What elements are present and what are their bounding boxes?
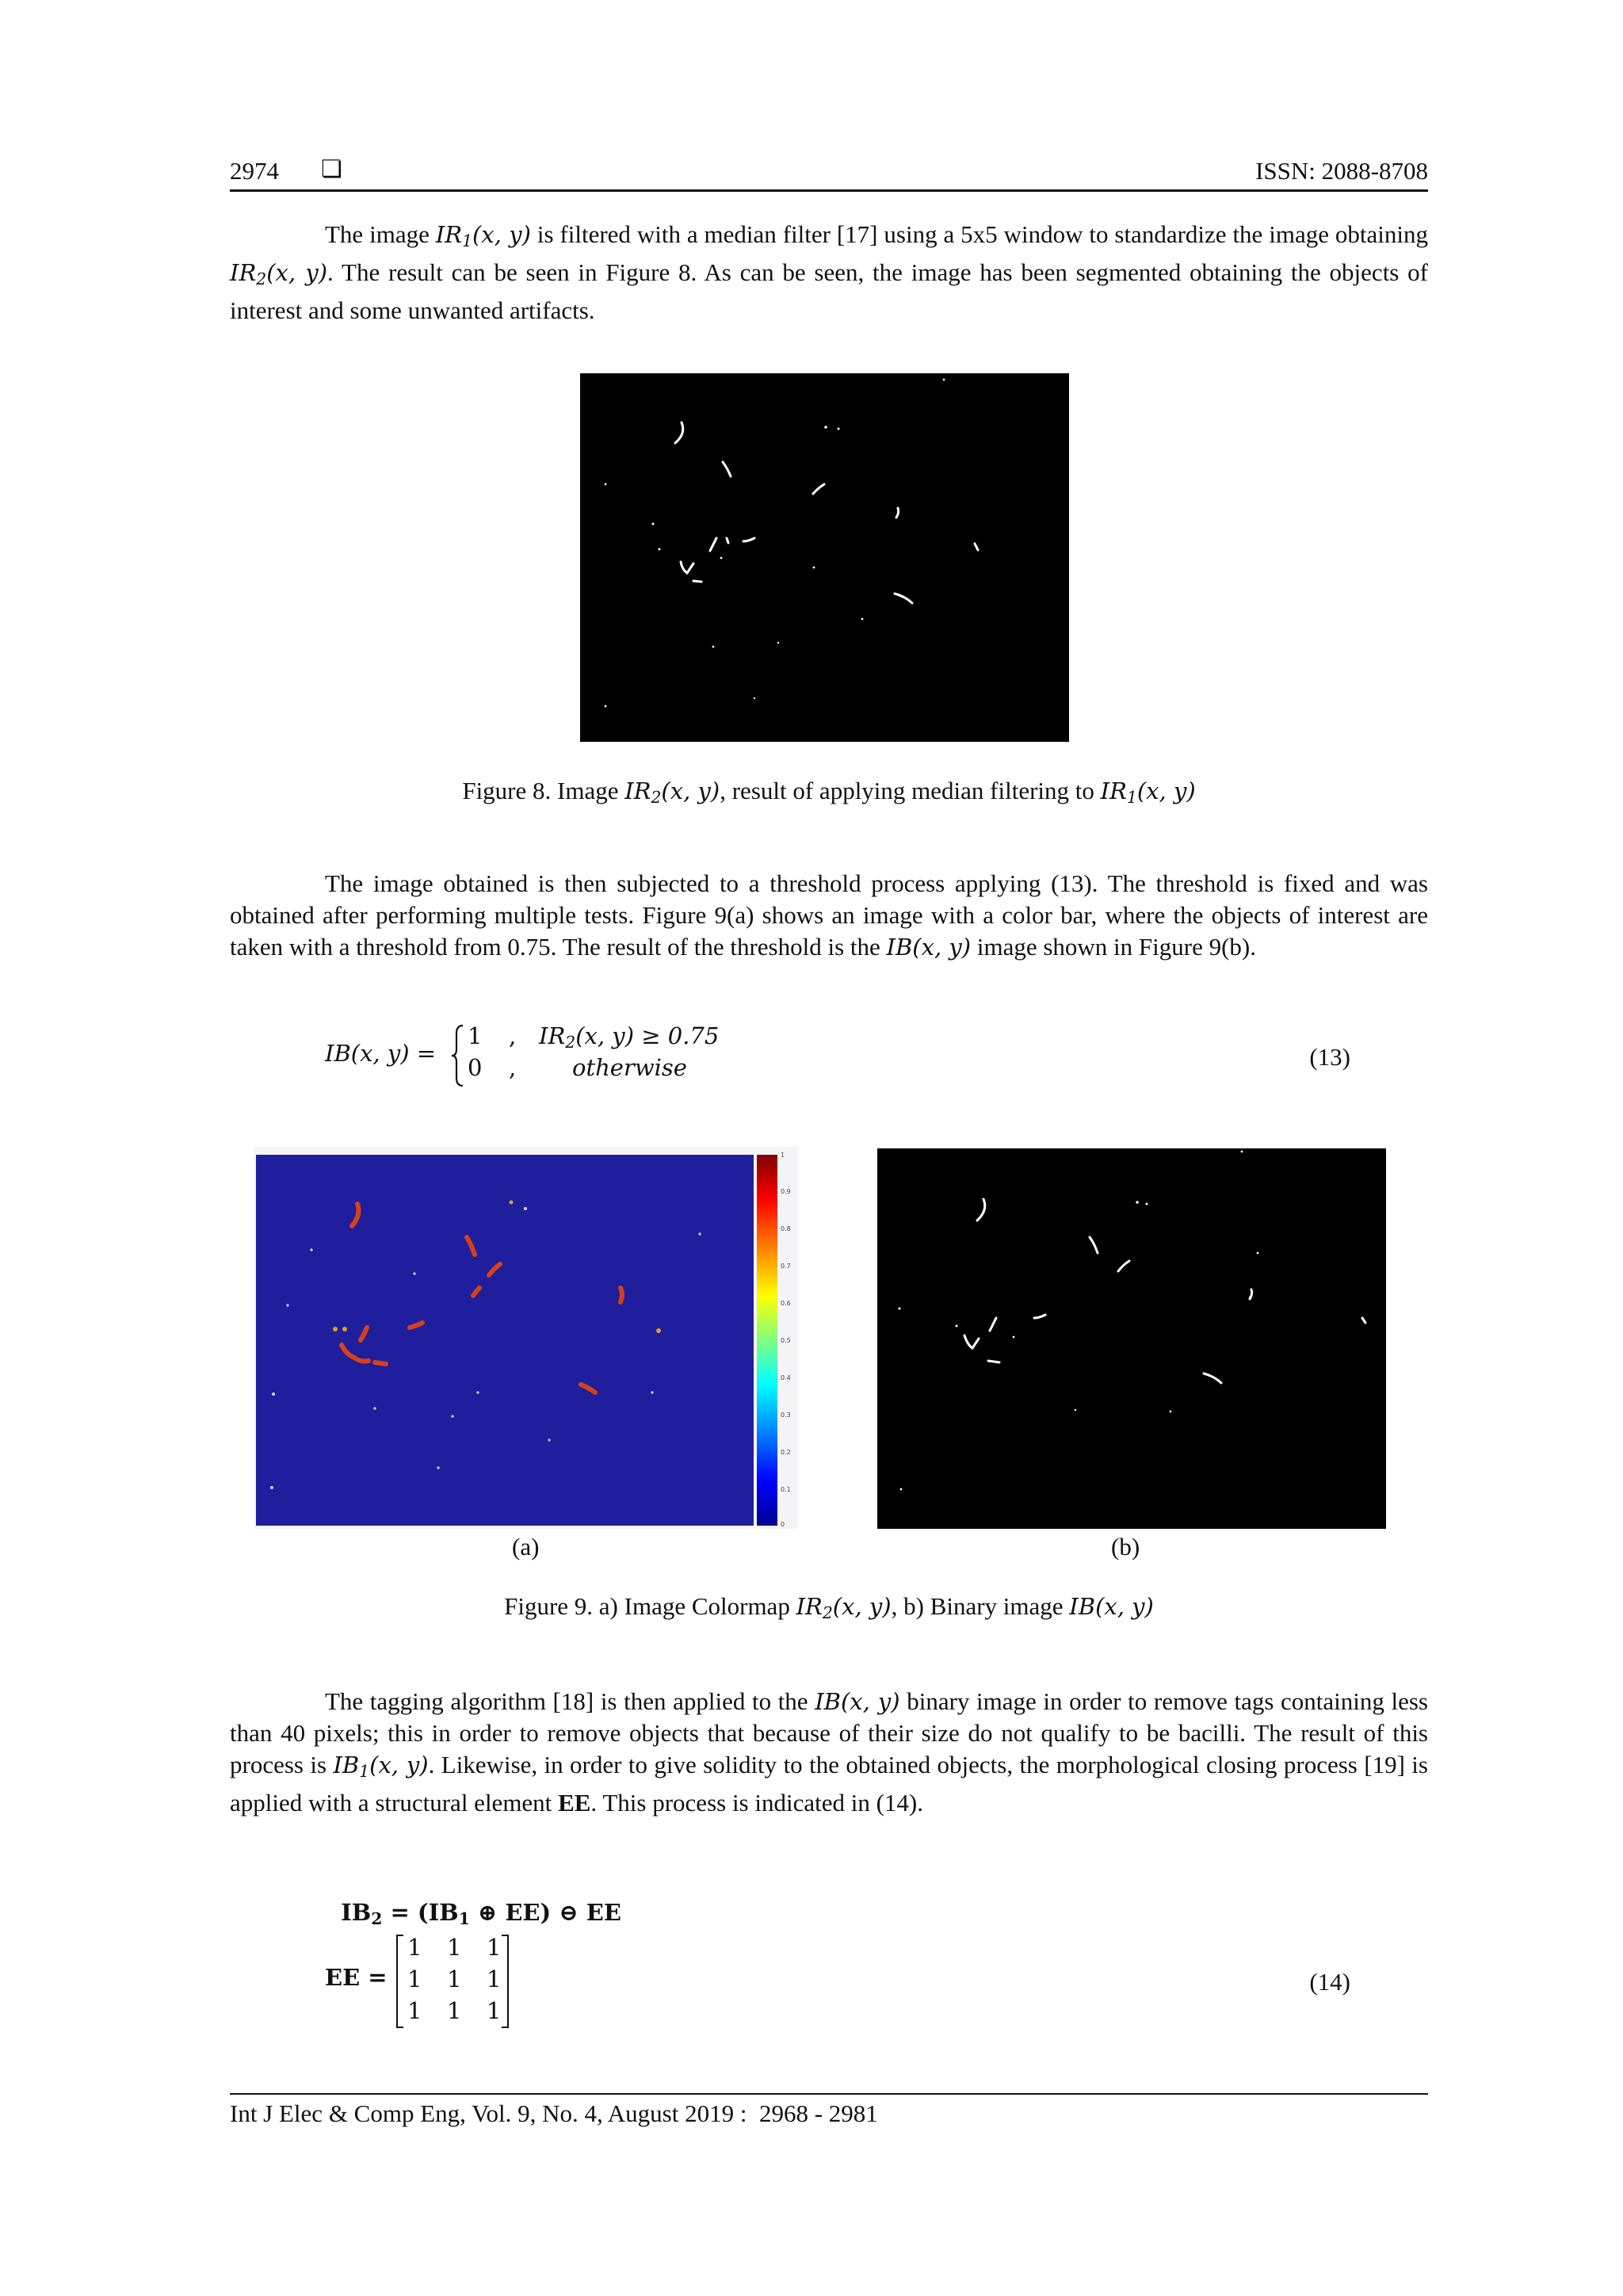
binary-artifacts (877, 1148, 1386, 1529)
matrix-cell: 1 (487, 1966, 502, 1992)
figure-9a-image (254, 1147, 798, 1529)
math-ir1: $IR_1(x$, y) (435, 221, 531, 251)
colorbar-tick-label: 1 (781, 1152, 785, 1159)
eq14-number: (14) (1309, 1968, 1350, 1996)
eq14-matrix-block (325, 1934, 563, 2029)
figure-9a-label: (a) (512, 1533, 540, 1561)
figure-9b-label: (b) (1111, 1533, 1140, 1561)
eq13-lhs: IB(x, y) = (325, 1040, 444, 1067)
footer-citation: Int J Elec & Comp Eng, Vol. 9, No. 4, August 2019 : 2968 - 2981 (230, 2099, 878, 2127)
page-number: 2974 (230, 157, 279, 185)
matrix-right-bracket (501, 1934, 510, 2029)
colorbar-tick-label: 0.4 (781, 1374, 791, 1381)
matrix-cell: 1 (407, 1997, 422, 2024)
matrix-cell: 1 (487, 1997, 502, 2024)
equation-13: IB(x, y) = 1 , $IR_2(x$, y) ≥ 0.75 0 , otherwise (325, 1021, 1428, 1092)
colorbar-ticks (781, 1152, 798, 1528)
colormap-artifacts (256, 1155, 754, 1526)
matrix-left-bracket (395, 1934, 404, 2029)
matrix-cell: 1 (407, 1934, 422, 1961)
figure-8-image (580, 373, 1069, 742)
colorbar-tick-label: 0.8 (781, 1225, 791, 1232)
footer-rule (230, 2093, 1428, 2095)
figure-9-caption: Figure 9. a) Image Colormap $IR_2(x$, y), b) Binary image IB(x, y) (504, 1592, 1154, 1623)
colorbar-tick-label: 0.7 (781, 1263, 791, 1270)
paragraph-1: The image $IR_1(x$, y) is filtered with a median filter [17] using a 5x5 window to standardize the image obtaining $IR_2(x$, y). The result can be seen in Figure 8. As can be seen, the image has been segmented obtaining the objects of interest and some unwanted artifacts. (230, 220, 1428, 325)
paragraph-3: The tagging algorithm [18] is then applied to the IB(x, y) binary image in order to remove tags containing less than 40 pixels; this in order to remove objects that because of their size do not qualify to be bacilli. The result of this process is $IB_1(x$, y). Likewise, in order to give solidity to the obtained objects, the morphological closing process [19] is applied with a structural element EE. This process is indicated in (14). (230, 1687, 1428, 1817)
box-icon: ❏ (321, 155, 342, 183)
eq13-number: (13) (1309, 1043, 1350, 1071)
matrix-cell: 1 (447, 1997, 462, 2024)
paragraph-2: The image obtained is then subjected to a threshold process applying (13). The threshold is fixed and was obtained after performing multiple tests. Figure 9(a) shows an image with a color bar, where the objects of interest are taken with a threshold from 0.75. The result of the threshold is the IB(x, y) image shown in Figure 9(b). (230, 869, 1428, 961)
colorbar-tick-label: 0.3 (781, 1412, 791, 1419)
colorbar-tick-label: 0.9 (781, 1188, 791, 1195)
colormap-plot (256, 1155, 754, 1526)
matrix-cell: 1 (447, 1934, 462, 1961)
eq14-line1: $IB_2 = (IB_1$ ⊕ EE) ⊖ EE (341, 1899, 621, 1929)
math-ir2: $IR_2(x$, y) (230, 259, 328, 289)
matrix-cell: 1 (487, 1934, 502, 1961)
ee-label: EE = (325, 1964, 395, 1991)
colorbar-tick-label: 0.1 (781, 1486, 791, 1493)
colorbar-tick-label: 0 (781, 1521, 785, 1528)
colorbar-tick-label: 0.6 (781, 1300, 791, 1307)
figure-8-artifacts (580, 373, 1069, 742)
matrix-cell: 1 (447, 1966, 462, 1992)
issn: ISSN: 2088-8708 (1255, 157, 1428, 185)
figure-9b-image (877, 1148, 1386, 1529)
colorbar (757, 1155, 777, 1526)
colorbar-tick-label: 0.5 (781, 1337, 791, 1344)
figure-8-caption: Figure 8. Image $IR_2(x$, y), result of applying median filtering to $IR_1(x$, y) (462, 777, 1196, 808)
colorbar-tick-label: 0.2 (781, 1449, 791, 1456)
matrix-cell: 1 (407, 1966, 422, 1992)
eq13-brace (450, 1024, 464, 1087)
header-rule (230, 189, 1428, 192)
